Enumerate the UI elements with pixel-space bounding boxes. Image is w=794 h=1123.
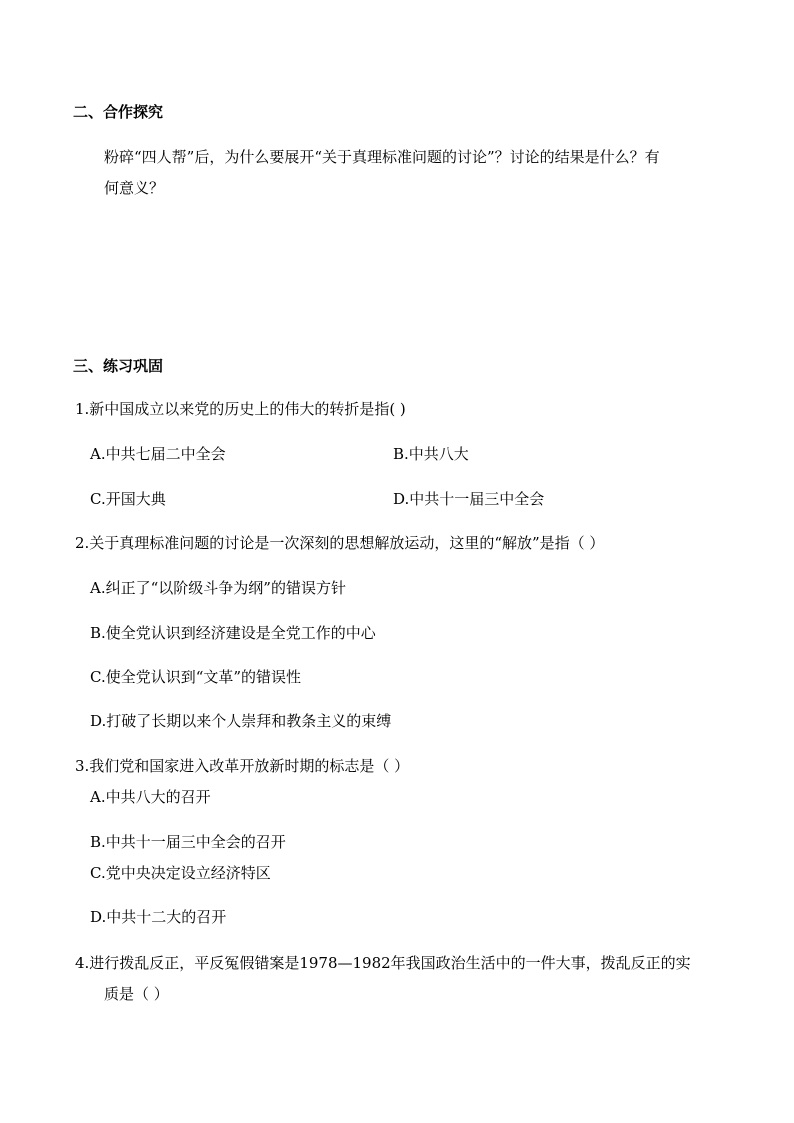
question-4-stem-line1: 4.进行拨乱反正，平反冤假错案是1978—1982年我国政治生活中的一件大事，拨乱反正的实 [75,954,691,972]
question-1-stem: 1.新中国成立以来党的历史上的伟大的转折是指( ) [75,400,406,418]
question-2-option-d: D.打破了长期以来个人崇拜和教条主义的束缚 [90,712,392,730]
question-3-option-a: A.中共八大的召开 [90,788,211,806]
question-1-option-a: A.中共七届二中全会 [90,445,226,463]
question-2-option-b: B.使全党认识到经济建设是全党工作的中心 [90,624,376,642]
question-3-option-d: D.中共十二大的召开 [90,908,227,926]
question-3-option-b: B.中共十一届三中全会的召开 [90,833,286,851]
question-1-option-c: C.开国大典 [90,490,166,508]
question-2-option-a: A.纠正了“以阶级斗争为纲”的错误方针 [90,579,346,597]
section-heading-cooperative-inquiry: 二、合作探究 [73,103,164,121]
question-1-option-d: D.中共十一届三中全会 [393,490,545,508]
section-heading-practice: 三、练习巩固 [73,357,164,375]
question-1-option-b: B.中共八大 [393,445,469,463]
inquiry-question-line1: 粉碎“四人帮”后，为什么要展开“关于真理标准问题的讨论”？讨论的结果是什么？有 [104,148,660,166]
question-2-stem: 2.关于真理标准问题的讨论是一次深刻的思想解放运动，这里的“解放”是指（ ） [75,534,605,552]
question-2-option-c: C.使全党认识到“文革”的错误性 [90,668,302,686]
question-3-stem: 3.我们党和国家进入改革开放新时期的标志是（ ） [75,757,410,775]
question-4-stem-line2: 质是（ ） [104,985,169,1003]
question-3-option-c: C.党中央决定设立经济特区 [90,864,271,882]
inquiry-question-line2: 何意义？ [104,179,165,197]
